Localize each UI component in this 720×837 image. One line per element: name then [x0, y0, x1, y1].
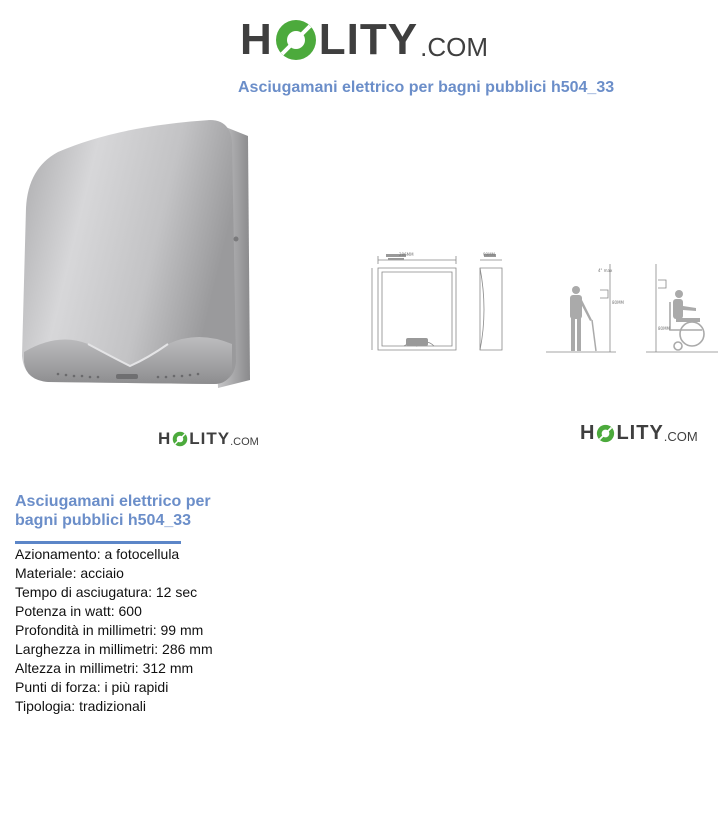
spec-item: Larghezza in millimetri: 286 mm [15, 641, 213, 657]
logo-domain: .COM [663, 428, 698, 444]
logo-letters-lity: LITY [189, 429, 231, 448]
spec-item: Potenza in watt: 600 [15, 603, 142, 619]
logo-letter-h: H [240, 15, 273, 64]
product-title: Asciugamani elettrico per bagni pubblici h504_33 [15, 493, 211, 529]
spec-item: Materiale: acciaio [15, 565, 124, 581]
logo-globe-icon [274, 18, 318, 62]
svg-text:80MM: 80MM [612, 300, 624, 305]
page-title: Asciugamani elettrico per bagni pubblici h504_33 [238, 79, 615, 96]
spec-item: Azionamento: a fotocellula [15, 546, 180, 562]
spec-item: Altezza in millimetri: 312 mm [15, 660, 194, 676]
holity-logo-small [580, 422, 698, 445]
spec-item: Profondità in millimetri: 99 mm [15, 622, 204, 638]
technical-drawing [366, 250, 720, 362]
spec-item: Tempo di asciugatura: 12 sec [15, 584, 198, 600]
logo-domain: .COM [420, 31, 488, 62]
svg-text:99MM: 99MM [483, 252, 495, 257]
spec-list [15, 545, 213, 716]
logo-globe-icon [172, 431, 188, 447]
logo-domain: .COM [230, 435, 259, 448]
product-photo [18, 112, 258, 402]
logo-letters-lity: LITY [616, 422, 664, 444]
logo-letter-h: H [580, 422, 596, 444]
title-underline [15, 541, 181, 544]
logo-globe-icon [596, 424, 615, 443]
svg-text:80MM: 80MM [658, 326, 670, 331]
spec-item: Punti di forza: i più rapidi [15, 679, 169, 695]
logo-letters-lity: LITY [318, 15, 419, 64]
logo-letter-h: H [158, 429, 172, 448]
svg-text:286MM: 286MM [399, 252, 414, 257]
spec-item: Tipologia: tradizionali [15, 698, 146, 714]
holity-logo[interactable] [240, 12, 488, 68]
holity-logo-small [158, 429, 259, 449]
svg-text:4" max: 4" max [598, 268, 613, 273]
